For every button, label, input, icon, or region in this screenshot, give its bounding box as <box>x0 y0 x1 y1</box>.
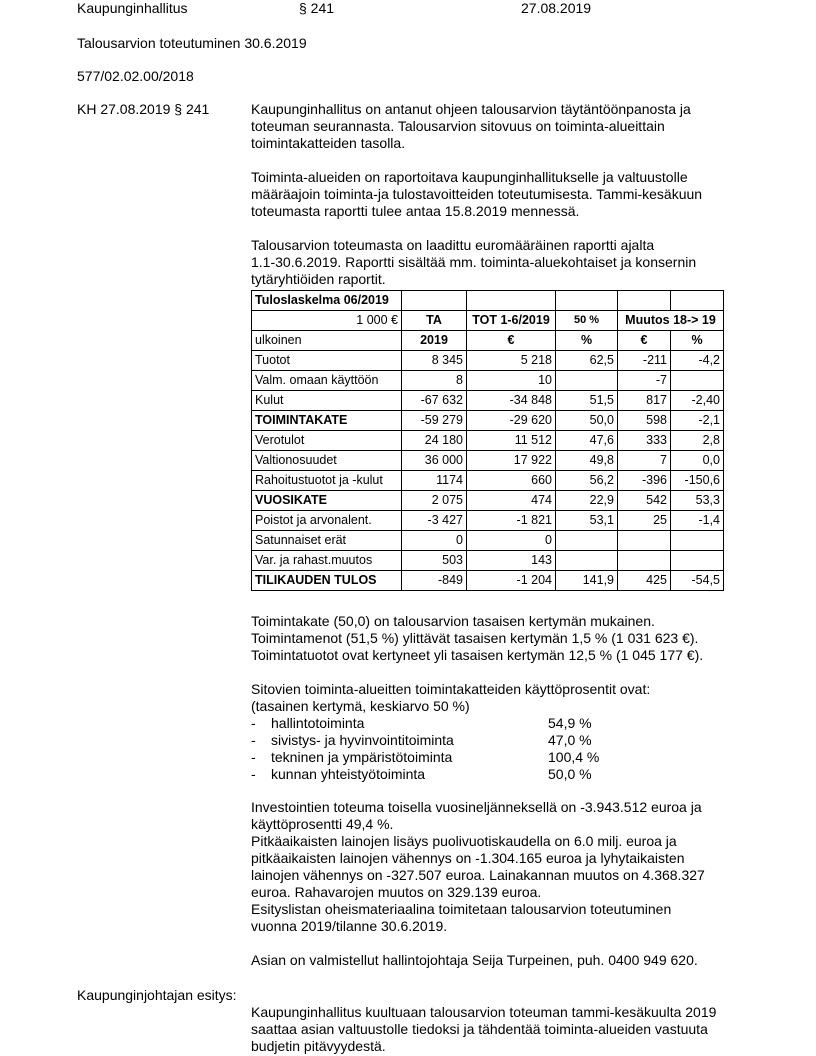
table-cell: 425 <box>618 571 671 591</box>
table-subheader-row <box>252 331 724 351</box>
table-cell: 25 <box>618 511 671 531</box>
table-cell: 53,3 <box>671 491 724 511</box>
list-item-value: 47,0 % <box>548 732 592 748</box>
list-item-label: sivistys- ja hyvinvointitoiminta <box>271 732 454 748</box>
table-cell <box>671 371 724 391</box>
list-item-label: tekninen ja ympäristötoiminta <box>271 749 453 765</box>
subheader-year: 2019 <box>402 331 467 351</box>
table-row <box>252 531 724 551</box>
table-row <box>252 551 724 571</box>
text-line: Toimintamenot (51,5 %) ylittävät tasaisen kertymän 1,5 % (1 031 623 €). <box>251 630 699 646</box>
table-cell: -1 204 <box>467 571 556 591</box>
table-cell <box>618 531 671 551</box>
text-line: Esityslistan oheismateriaalina toimitetaan talousarvion toteutuminen <box>251 901 672 917</box>
table-cell <box>671 551 724 571</box>
table-cell: 474 <box>467 491 556 511</box>
row-label: TILIKAUDEN TULOS <box>252 571 402 591</box>
table-cell: 7 <box>618 451 671 471</box>
table-row <box>252 351 724 371</box>
row-label: Kulut <box>252 391 402 411</box>
table-cell: -54,5 <box>671 571 724 591</box>
subheader-euro: € <box>467 331 556 351</box>
table-cell <box>618 551 671 571</box>
header-body: Kaupunginhallitus <box>77 0 188 16</box>
column-header-change: Muutos 18-> 19 <box>618 311 724 331</box>
case-number: 577/02.02.00/2018 <box>77 68 194 84</box>
row-label: TOIMINTAKATE <box>252 411 402 431</box>
row-label: Tuotot <box>252 351 402 371</box>
subheader-external: ulkoinen <box>252 331 402 351</box>
text-line: toteuman seurannasta. Talousarvion sitovuus on toiminta-alueittain <box>251 118 665 134</box>
list-item-value: 100,4 % <box>548 749 600 765</box>
table-cell: 56,2 <box>556 471 618 491</box>
row-label: Poistot ja arvonalent. <box>252 511 402 531</box>
table-cell: -2,1 <box>671 411 724 431</box>
row-label: Satunnaiset erät <box>252 531 402 551</box>
table-cell: -59 279 <box>402 411 467 431</box>
table-cell: -67 632 <box>402 391 467 411</box>
list-bullet: - <box>251 732 256 748</box>
text-line: 1.1-30.6.2019. Raportti sisältää mm. toiminta-aluekohtaiset ja konsernin <box>251 254 697 270</box>
text-line: toteumasta raportti tulee antaa 15.8.2019 mennessä. <box>251 203 580 219</box>
subheader-change-percent: % <box>671 331 724 351</box>
table-cell: 2 075 <box>402 491 467 511</box>
table-cell: 50,0 <box>556 411 618 431</box>
table-cell: -1 821 <box>467 511 556 531</box>
table-caption-row <box>252 291 724 311</box>
table-row <box>252 571 724 591</box>
list-item-label: kunnan yhteistyötoiminta <box>271 766 426 782</box>
table-cell: 542 <box>618 491 671 511</box>
text-line: Asian on valmistellut hallintojohtaja Seija Turpeinen, puh. 0400 949 620. <box>251 952 698 968</box>
column-header-actual: TOT 1-6/2019 <box>467 311 556 331</box>
table-cell: 2,8 <box>671 431 724 451</box>
paragraph-operating-margin <box>251 613 751 664</box>
document-title: Talousarvion toteutuminen 30.6.2019 <box>77 35 307 51</box>
list-bullet: - <box>251 766 256 782</box>
table-cell <box>556 551 618 571</box>
table-cell: 22,9 <box>556 491 618 511</box>
income-statement-table <box>251 290 724 591</box>
text-line: toimintakatteiden tasolla. <box>251 135 406 151</box>
table-cell: -2,40 <box>671 391 724 411</box>
table-cell: 143 <box>467 551 556 571</box>
text-line: pitkäaikaisten lainojen vähennys on -1.304.165 euroa ja lyhytaikaisten <box>251 850 685 866</box>
table-cell: -29 620 <box>467 411 556 431</box>
table-row <box>252 511 724 531</box>
row-label: Valm. omaan käyttöön <box>252 371 402 391</box>
table-cell <box>556 531 618 551</box>
table-cell <box>671 531 724 551</box>
table-row <box>252 411 724 431</box>
list-item-value: 50,0 % <box>548 766 592 782</box>
paragraph-preparer <box>251 952 751 969</box>
text-line: tytäryhtiöiden raportit. <box>251 271 386 287</box>
table-cell: 660 <box>467 471 556 491</box>
text-line: euroa. Rahavarojen muutos on 329.139 euroa. <box>251 884 542 900</box>
list-bullet: - <box>251 715 256 731</box>
table-header-row <box>252 311 724 331</box>
list-item-label: hallintotoiminta <box>271 715 365 731</box>
table-caption: Tuloslaskelma 06/2019 <box>252 291 402 311</box>
column-header-budget: TA <box>402 311 467 331</box>
list-item-value: 54,9 % <box>548 715 592 731</box>
table-cell <box>556 371 618 391</box>
subheader-percent: % <box>556 331 618 351</box>
column-header-percent: 50 % <box>556 311 618 331</box>
paragraph-proposal <box>251 1004 751 1055</box>
row-label: VUOSIKATE <box>252 491 402 511</box>
paragraph-usage-intro <box>251 681 751 715</box>
table-row <box>252 391 724 411</box>
table-row <box>252 471 724 491</box>
table-cell: -211 <box>618 351 671 371</box>
table-row <box>252 491 724 511</box>
table-cell: 5 218 <box>467 351 556 371</box>
header-section: § 241 <box>299 0 335 16</box>
table-cell: 51,5 <box>556 391 618 411</box>
table-cell: -4,2 <box>671 351 724 371</box>
table-cell: -34 848 <box>467 391 556 411</box>
table-row <box>252 431 724 451</box>
table-cell: 8 <box>402 371 467 391</box>
proposal-label: Kaupunginjohtajan esitys: <box>77 987 237 1003</box>
table-cell: 17 922 <box>467 451 556 471</box>
paragraph-report-contents <box>251 237 751 288</box>
table-cell: 62,5 <box>556 351 618 371</box>
text-line: Sitovien toiminta-alueitten toimintakatteiden käyttöprosentit ovat: <box>251 681 651 697</box>
table-row <box>252 451 724 471</box>
text-line: Toimintatuotot ovat kertyneet yli tasaisen kertymän 12,5 % (1 045 177 €). <box>251 647 704 663</box>
text-line: budjetin pitävyydestä. <box>251 1038 386 1054</box>
text-line: käyttöprosentti 49,4 %. <box>251 816 394 832</box>
text-line: Kaupunginhallitus kuultuaan talousarvion toteuman tammi-kesäkuulta 2019 <box>251 1004 717 1020</box>
subheader-change-euro: € <box>618 331 671 351</box>
text-line: Talousarvion toteumasta on laadittu euromääräinen raportti ajalta <box>251 237 655 253</box>
table-cell: 24 180 <box>402 431 467 451</box>
table-cell: 53,1 <box>556 511 618 531</box>
text-line: lainojen vähennys on -327.507 euroa. Lainakannan muutos on 4.368.327 <box>251 867 705 883</box>
table-cell: 1174 <box>402 471 467 491</box>
text-line: saattaa asian valtuustolle tiedoksi ja tähdentää toiminta-alueiden vastuuta <box>251 1021 708 1037</box>
paragraph-reporting <box>251 169 751 220</box>
table-cell: 8 345 <box>402 351 467 371</box>
text-line: Investointien toteuma toisella vuosineljänneksellä on -3.943.512 euroa ja <box>251 799 702 815</box>
table-cell: 0 <box>402 531 467 551</box>
table-cell: -150,6 <box>671 471 724 491</box>
table-cell: 141,9 <box>556 571 618 591</box>
row-label: Var. ja rahast.muutos <box>252 551 402 571</box>
header-date: 27.08.2019 <box>521 0 592 16</box>
paragraph-investments <box>251 799 751 935</box>
text-line: Kaupunginhallitus on antanut ohjeen talousarvion täytäntöönpanosta ja <box>251 101 691 117</box>
paragraph-guidance <box>251 101 751 152</box>
text-line: Toimintakate (50,0) on talousarvion tasaisen kertymän mukainen. <box>251 613 655 629</box>
table-cell: 0 <box>467 531 556 551</box>
row-label: Valtionosuudet <box>252 451 402 471</box>
table-cell: -3 427 <box>402 511 467 531</box>
column-header-unit: 1 000 € <box>252 311 402 331</box>
table-cell: 36 000 <box>402 451 467 471</box>
table-cell: -7 <box>618 371 671 391</box>
table-cell: 47,6 <box>556 431 618 451</box>
table-cell: 49,8 <box>556 451 618 471</box>
text-line: määräajoin toiminta-ja tulostavoitteiden toteutumisesta. Tammi-kesäkuun <box>251 186 703 202</box>
table-cell: 333 <box>618 431 671 451</box>
text-line: (tasainen kertymä, keskiarvo 50 %) <box>251 698 470 714</box>
text-line: vuonna 2019/tilanne 30.6.2019. <box>251 918 448 934</box>
text-line: Pitkäaikaisten lainojen lisäys puolivuotiskaudella on 6.0 milj. euroa ja <box>251 833 677 849</box>
row-label: Rahoitustuotot ja -kulut <box>252 471 402 491</box>
table-cell: 0,0 <box>671 451 724 471</box>
table-cell: 503 <box>402 551 467 571</box>
table-cell: 598 <box>618 411 671 431</box>
table-row <box>252 371 724 391</box>
table-cell: 817 <box>618 391 671 411</box>
table-cell: 11 512 <box>467 431 556 451</box>
table-cell: -1,4 <box>671 511 724 531</box>
text-line: Toiminta-alueiden on raportoitava kaupunginhallitukselle ja valtuustolle <box>251 169 688 185</box>
list-bullet: - <box>251 749 256 765</box>
row-label: Verotulot <box>252 431 402 451</box>
table-cell: -849 <box>402 571 467 591</box>
table-cell: 10 <box>467 371 556 391</box>
meeting-reference: KH 27.08.2019 § 241 <box>77 101 210 117</box>
table-cell: -396 <box>618 471 671 491</box>
